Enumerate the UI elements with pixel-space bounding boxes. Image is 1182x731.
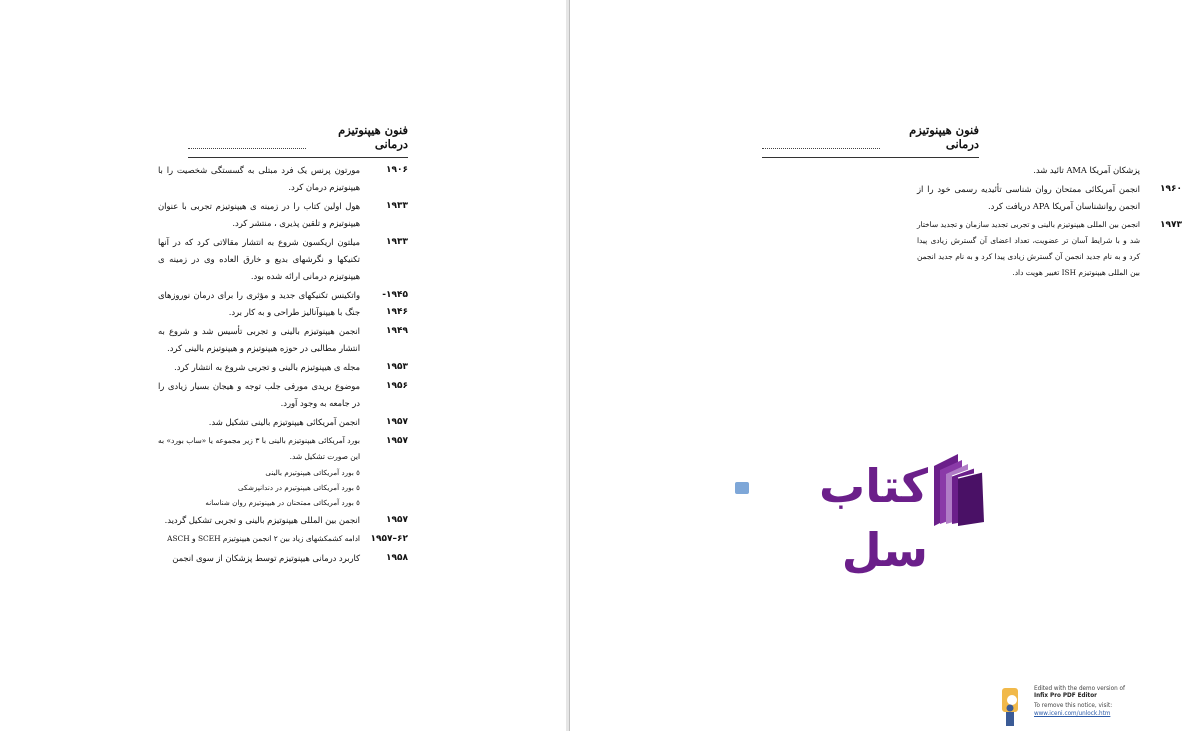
header-dot-leader [188, 142, 306, 149]
running-header-title: فنون هیپنوتیزم درمانی [338, 123, 408, 151]
infix-logo-icon [1000, 686, 1030, 728]
sub-board-item: ٥ بورد آمریکائی هیپنوتیزم در دندانپزشکی [237, 483, 360, 492]
publisher-logo [728, 452, 990, 577]
entry-text: انجمن آمریکائی هیپنوتیزم بالینی تشکیل شد. [208, 417, 360, 427]
timeline-entry [158, 323, 408, 357]
timeline-entry [158, 433, 408, 510]
running-header-title: فنون هیپنوتیزم درمانی [909, 123, 979, 151]
left-page-header [188, 123, 408, 158]
timeline-entry [917, 162, 1182, 179]
entry-year: ۱۹۰۶ [386, 165, 408, 175]
timeline-entry [158, 512, 408, 529]
timeline-entry [158, 198, 408, 232]
gutter-line [569, 0, 570, 731]
entry-year: ۱۹۵۷ [386, 417, 408, 427]
watermark-line: Infix Pro PDF Editor [1034, 693, 1097, 700]
entry-year: ۱۹۴۹ [386, 326, 408, 336]
entry-year: ۱۹۶۰ [1160, 184, 1182, 194]
timeline-entry [158, 531, 408, 548]
right-page-header [762, 123, 979, 158]
timeline-entry [158, 550, 408, 567]
entry-year: ۱۹۳۳ [386, 201, 408, 211]
left-page [0, 0, 567, 731]
entry-year: ۶۲–۱۹۵۷ [370, 534, 408, 544]
timeline-entry [158, 287, 408, 321]
watermark-link[interactable]: www.iceni.com/unlock.htm [1034, 710, 1111, 717]
watermark-line: To remove this notice, visit: [1034, 703, 1113, 710]
entry-text: پزشکان آمریکا AMA تائید شد. [1033, 165, 1140, 175]
entry-text: ادامه کشمکشهای زیاد بین ۲ انجمن هیپنوتیزم SCEH و ASCH [167, 534, 360, 543]
sub-board-item: ٥ بورد آمریکائی ممتحنان در هیپنوتیزم روان شناسانه [205, 498, 360, 507]
right-timeline [917, 162, 1182, 283]
timeline-entry [158, 414, 408, 431]
editor-watermark [1000, 684, 1136, 729]
entry-year: ۱۹۵۸ [386, 553, 408, 563]
entry-year: ۱۹۵۶ [386, 381, 408, 391]
entry-text-with-list [158, 433, 360, 510]
logo-wordmark: کتاب سل [818, 459, 928, 577]
timeline-entry [158, 234, 408, 285]
entry-text: هول اولین کتاب را در زمینه ی هیپنوتیزم تجربی با عنوان هیپنوتیزم و تلقین پذیری ، منتشر کرد. [158, 201, 360, 228]
timeline-entry [917, 181, 1182, 215]
entry-text: میلتون اریکسون شروع به انتشار مقالاتی کرد که در آنها تکنیکها و نگرشهای بدیع و خارق العاده وی در زمینه ی هیپنوتیزم درمانی ارائه شده بود. [158, 237, 360, 281]
entry-year: ۱۹۵۳ [386, 362, 408, 372]
left-timeline [158, 162, 408, 569]
entry-year: ۱۹۵۷ [386, 515, 408, 525]
entry-text: موضوع بریدی مورفی جلب توجه و هیجان بسیار زیادی را در جامعه به وجود آورد. [158, 381, 360, 408]
entry-text: کاربرد درمانی هیپنوتیزم توسط پزشکان از سوی انجمن [172, 553, 360, 563]
entry-text: بورد آمریکائی هیپنوتیزم بالینی با ۳ زیر مجموعه یا «ساب بورد» به این صورت تشکیل شد. [158, 436, 360, 461]
entry-year: ۱۹۵۷ [386, 436, 408, 446]
logo-badge-icon [734, 481, 750, 495]
entry-text: انجمن هیپنوتیزم بالینی و تجربی تأسیس شد و شروع به انتشار مطالبی در حوزه هیپنوتیزم و هیپنوتیزم بالینی کرد. [158, 326, 360, 353]
entry-text: انجمن بین المللی هیپنوتیزم بالینی و تجربی تشکیل گردید. [164, 515, 360, 525]
header-dot-leader [762, 142, 880, 149]
entry-text: مجله ی هیپنوتیزم بالینی و تجربی شروع به انتشار کرد. [174, 362, 360, 372]
right-page [572, 0, 1182, 731]
watermark-line: Edited with the demo version of [1034, 686, 1126, 692]
entry-year: ۱۹۷۳ [1160, 220, 1182, 230]
timeline-entry [158, 378, 408, 412]
timeline-entry [917, 217, 1182, 281]
entry-text: انجمن بین المللی هیپنوتیزم بالینی و تجربی تجدید سازمان و تجدید ساختار شد و با شرایط آسان تر عضویت، تعداد اعضای آن گسترش زیادی پیدا کرد و به نام جدید انجمن آن گسترش زیادی پیدا کرد و به نام جدید انجمن بین المللی هیپنوتیزم ISH تغییر هویت داد. [917, 220, 1140, 277]
entry-text: واتکینس تکنیکهای جدید و مؤثری را برای درمان نوروزهای جنگ با هیپنوآنالیز طراحی و به کار برد. [158, 290, 360, 317]
timeline-entry [158, 359, 408, 376]
entry-text: انجمن آمریکائی ممتحان روان شناسی تأئیدیه رسمی خود را از انجمن روانشناسان آمریکا APA دریافت کرد. [917, 184, 1140, 211]
timeline-entry [158, 162, 408, 196]
entry-year: ۱۹۴۵- ۱۹۴۶ [382, 290, 408, 317]
sub-board-item: ٥ بورد آمریکائی هیپنوتیزم بالینی [265, 468, 360, 477]
entry-text: مورتون پرنس یک فرد مبتلی به گسستگی شخصیت را با هیپنوتیزم درمان کرد. [158, 165, 360, 192]
entry-year: ۱۹۳۳ [386, 237, 408, 247]
open-book-icon [928, 452, 990, 530]
